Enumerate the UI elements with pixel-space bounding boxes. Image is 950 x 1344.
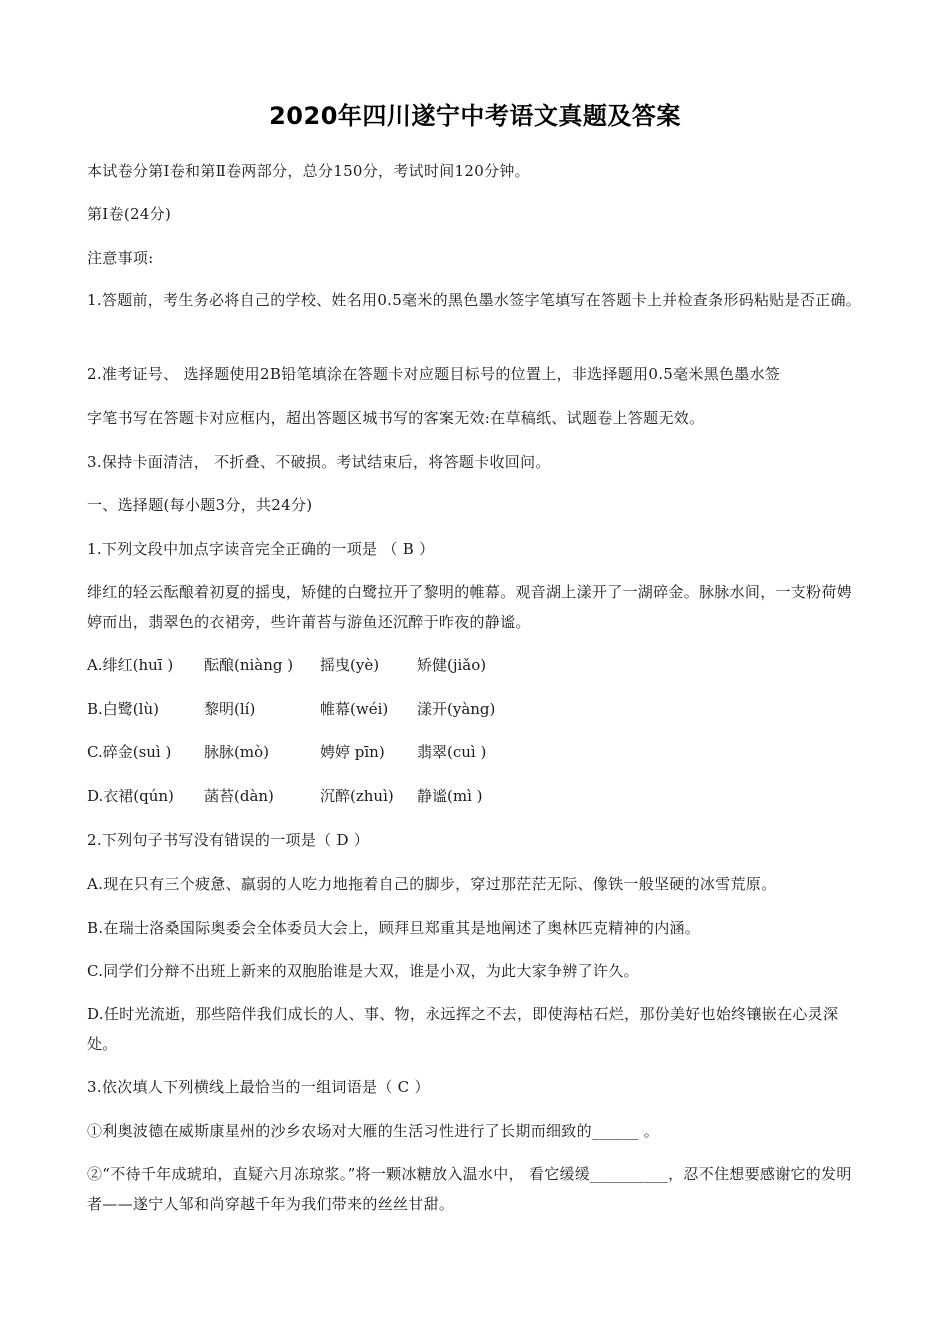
q1-option-row-c (87, 741, 863, 763)
q2-stem: 2.下列句子书写没有错误的一项是（ D ） (87, 831, 370, 849)
notice-item-2: 2.准考证号、 选择题使用2B铅笔填涂在答题卡对应题目标号的位置上，非选择题用0.5毫米黑色墨水签 (87, 365, 781, 383)
q2-option-a: A.现在只有三个疲惫、羸弱的人吃力地拖着自己的脚步，穿过那茫茫无际、像铁一般坚硬的冰雪荒原。 (87, 875, 777, 893)
notice-header: 注意事项: (87, 249, 154, 267)
q1-option-row-b (87, 698, 863, 720)
option-cell: D.衣裙(qún) (87, 787, 174, 805)
part1-header: 第Ⅰ卷(24分) (87, 205, 172, 223)
option-cell: 静谧(mì ) (417, 787, 483, 805)
option-cell: 矫健(jiǎo) (417, 656, 487, 674)
notice-item-2-cont: 字笔书写在答题卡对应框内，超出答题区城书写的客案无效:在草稿纸、试题卷上答题无效。 (87, 409, 705, 427)
option-cell: A.绯红(huī ) (87, 656, 174, 674)
option-cell: 摇曳(yè) (320, 656, 380, 674)
q2-option-b: B.在瑞士洛桑国际奥委会全体委员大会上，顾拜旦郑重其是地阐述了奥林匹克精神的内涵。 (87, 919, 701, 937)
option-cell: B.白鹭(lù) (87, 700, 159, 718)
section1-header: 一、选择题(每小题3分，共24分) (87, 496, 313, 514)
q2-option-c: C.同学们分辩不出班上新来的双胞胎谁是大双，谁是小双，为此大家争辨了许久。 (87, 962, 639, 980)
q1-stem: 1.下列文段中加点字读音完全正确的一项是 （ B ） (87, 540, 435, 558)
option-cell: 娉婷 pīn) (320, 743, 385, 761)
option-cell: 酝酿(niàng ) (204, 656, 294, 674)
option-cell: 翡翠(cuì ) (417, 743, 487, 761)
q3-item-1: ①利奥波德在威斯康星州的沙乡农场对大雁的生活习性进行了长期而细致的______ 。 (87, 1122, 660, 1140)
option-cell: C.碎金(suì ) (87, 743, 172, 761)
option-cell: 沉醉(zhuì) (320, 787, 394, 805)
option-cell: 脉脉(mò) (204, 743, 269, 761)
intro-text: 本试卷分第Ⅰ卷和第Ⅱ卷两部分，总分150分，考试时间120分钟。 (87, 162, 530, 180)
notice-item-3: 3.保持卡面清洁， 不折叠、不破损。考试结束后，将答题卡收回问。 (87, 453, 551, 471)
option-cell: 黎明(lí) (204, 700, 256, 718)
option-cell: 漾开(yàng) (417, 700, 496, 718)
option-cell: 帷幕(wéi) (320, 700, 389, 718)
q1-option-row-a (87, 654, 863, 676)
page-title: 2020年四川遂宁中考语文真题及答案 (269, 102, 681, 130)
q2-option-d: D.任时光流逝，那些陪伴我们成长的人、事、物，永远挥之不去，即使海枯石烂，那份美好也始终镶嵌在心灵深处。 (87, 1005, 839, 1053)
q1-passage: 绯红的轻云酝酿着初夏的摇曳，矫健的白鹭拉开了黎明的帷幕。观音湖上漾开了一湖碎金。脉脉水间，一支粉荷娉婷而出，翡翠色的衣裙旁，些许莆苔与游鱼还沉醉于昨夜的静谧。 (87, 583, 853, 631)
notice-item-1: 1.答题前，考生务必将自己的学校、姓名用0.5毫米的黑色墨水签字笔填写在答题卡上并检查条形码粘贴是否正确。 (87, 291, 862, 309)
q3-item-2: ②“不待千年成琥珀，直疑六月冻琼浆。”将一颗冰糖放入温水中， 看它缓缓__________，忍不住想要感谢它的发明者——遂宁人邹和尚穿越千年为我们带来的丝丝甘甜。 (87, 1165, 852, 1213)
q3-stem: 3.依次填人下列横线上最恰当的一组词语是（ C ） (87, 1078, 430, 1096)
option-cell: 菡苔(dàn) (204, 787, 274, 805)
q1-option-row-d (87, 785, 863, 807)
